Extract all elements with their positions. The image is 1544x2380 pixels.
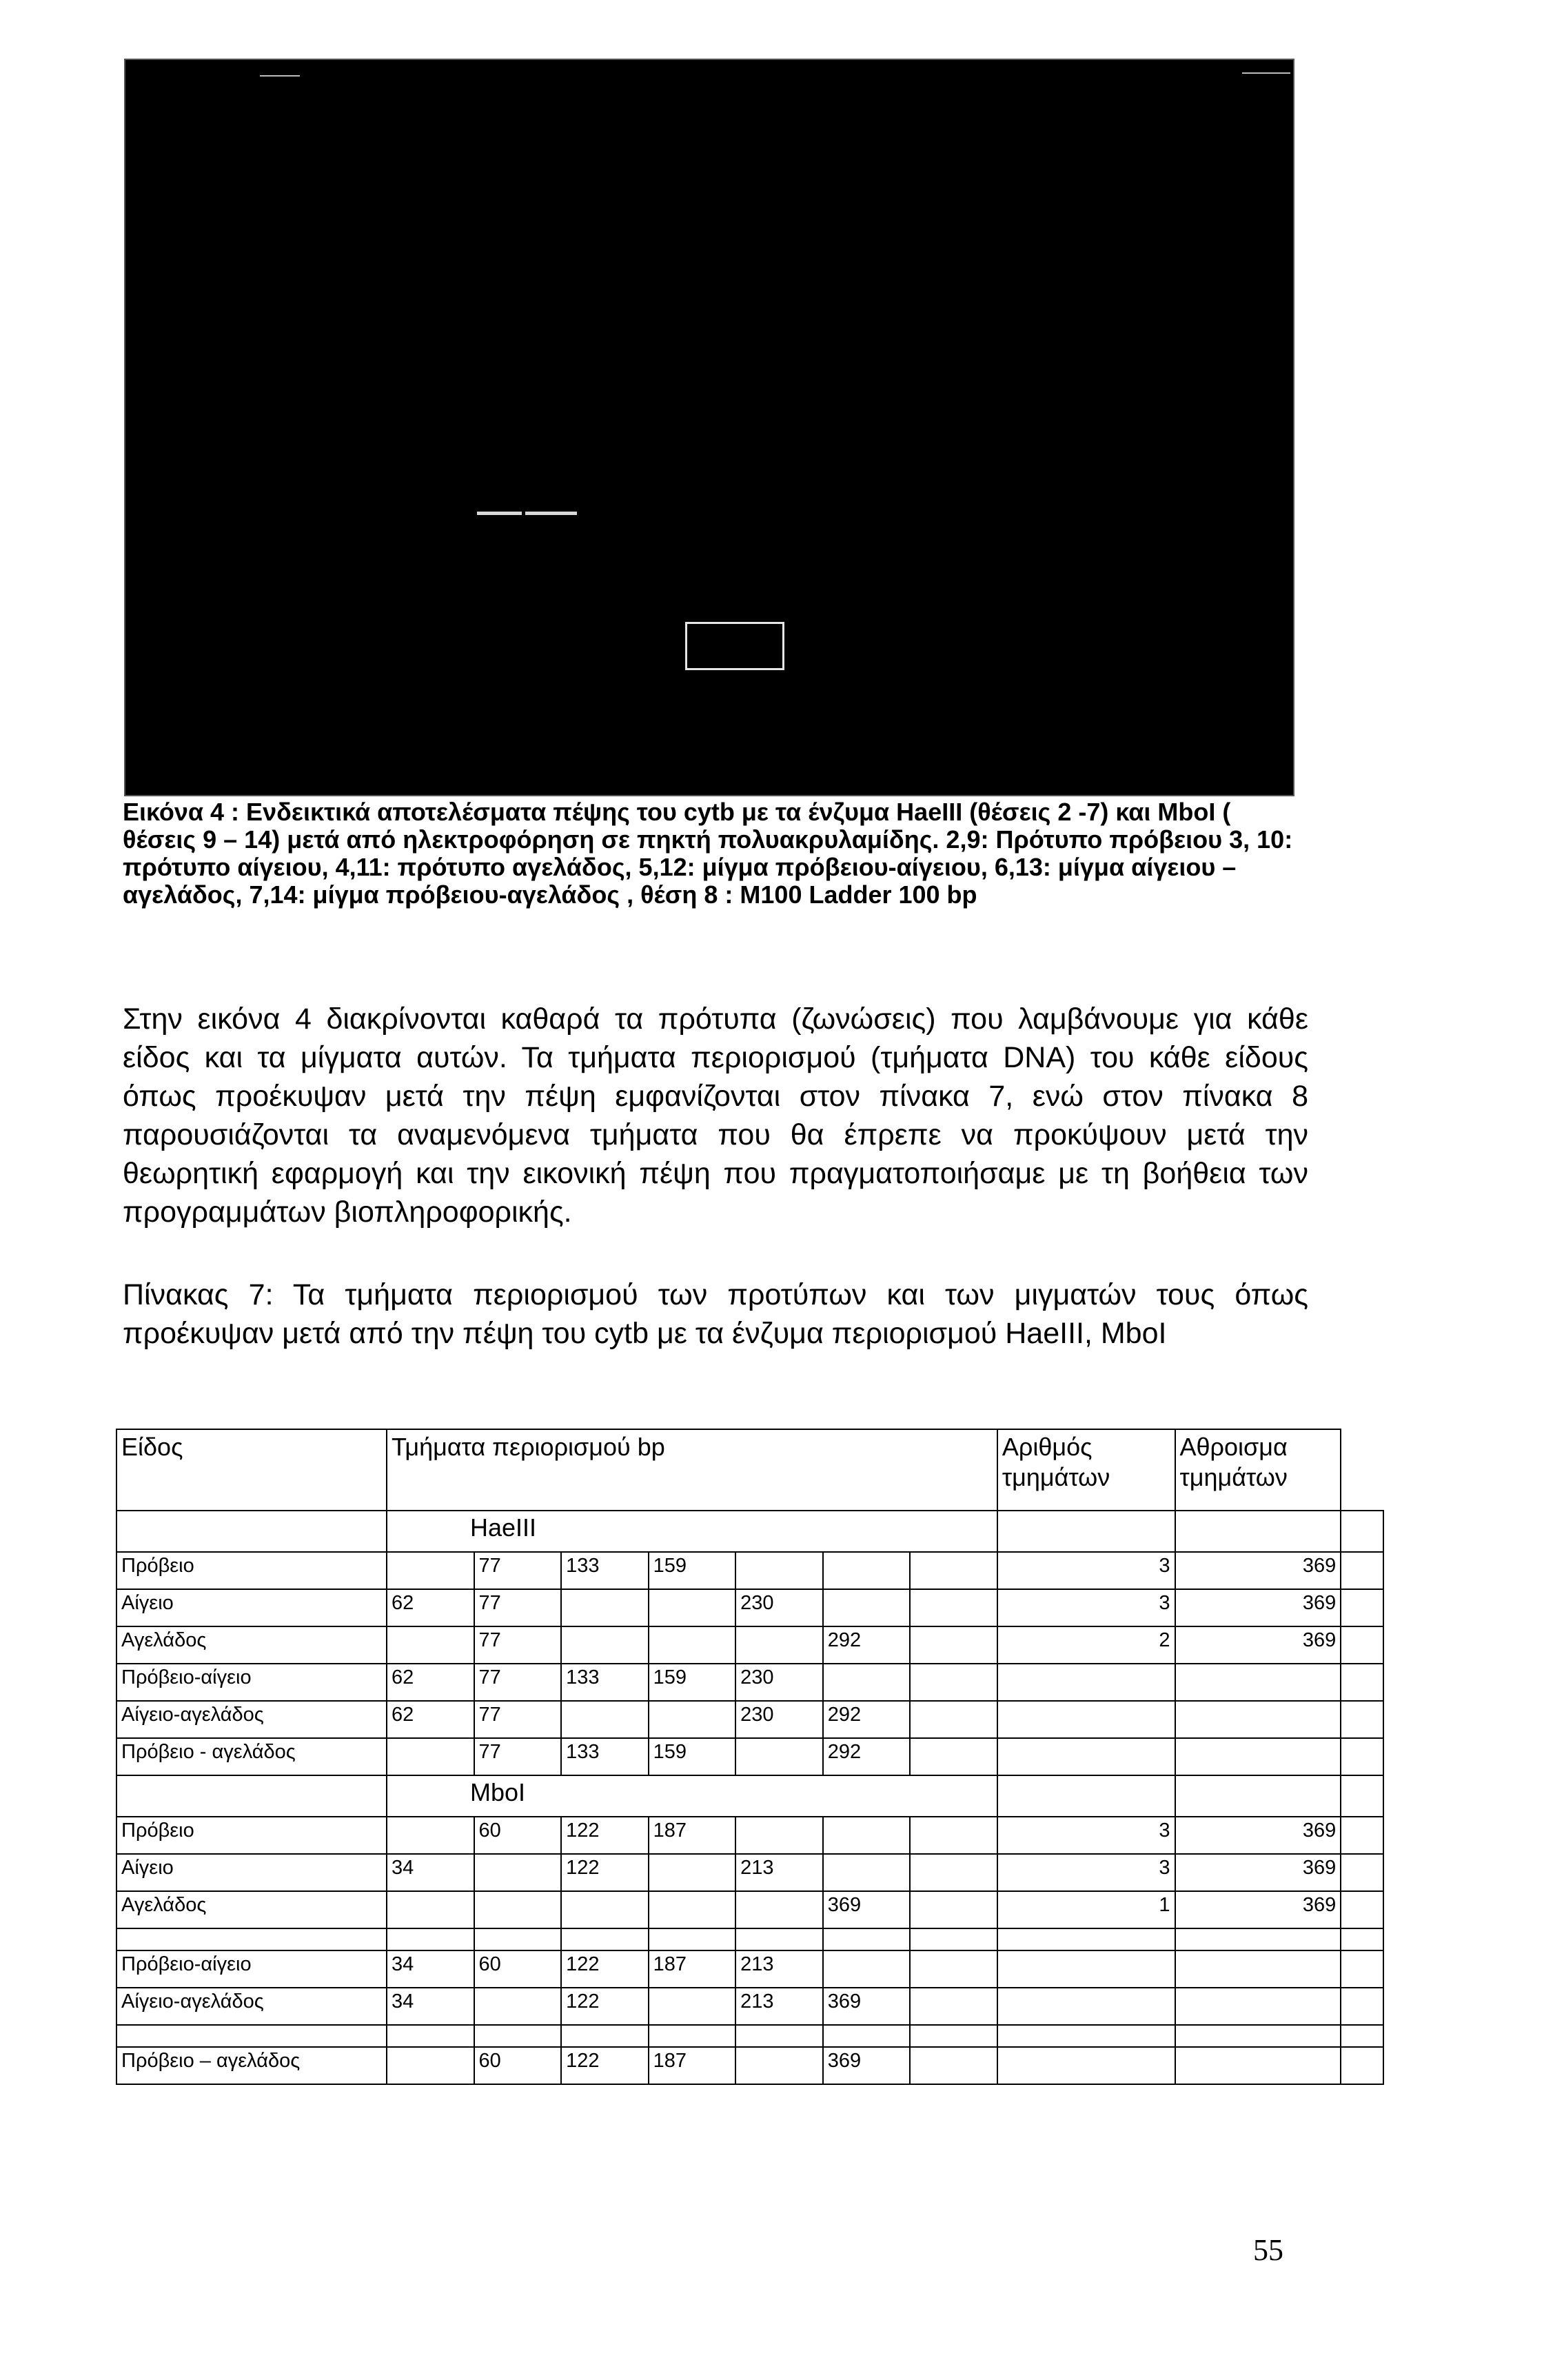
spacer-cell xyxy=(474,1928,562,1950)
fragment-cell: 133 xyxy=(561,1738,649,1775)
sum-cell: 369 xyxy=(1175,1552,1341,1589)
count-cell: 2 xyxy=(997,1626,1175,1664)
count-cell xyxy=(997,2047,1175,2084)
blank-cell xyxy=(1341,1854,1383,1891)
fragment-cell: 62 xyxy=(387,1701,474,1738)
sum-cell xyxy=(1175,2047,1341,2084)
fragment-cell xyxy=(910,1589,997,1626)
fragment-cell xyxy=(910,1626,997,1664)
fragment-cell: 122 xyxy=(561,1988,649,2025)
fragment-cell: 77 xyxy=(474,1664,562,1701)
blank-cell xyxy=(1341,1626,1383,1664)
fragment-cell xyxy=(735,1626,823,1664)
spacer-cell xyxy=(1341,1928,1383,1950)
spacer-cell xyxy=(1341,2025,1383,2047)
gel-band xyxy=(525,512,577,515)
table-row xyxy=(116,1988,1383,2025)
fragment-cell: 77 xyxy=(474,1701,562,1738)
section-blank-cell xyxy=(997,1775,1175,1817)
spacer-cell xyxy=(997,2025,1175,2047)
spacer-cell xyxy=(735,2025,823,2047)
spacer-cell xyxy=(910,2025,997,2047)
fragment-cell: 230 xyxy=(735,1589,823,1626)
fragment-cell xyxy=(910,1701,997,1738)
spacer-cell xyxy=(474,2025,562,2047)
sum-cell: 369 xyxy=(1175,1891,1341,1928)
count-cell: 3 xyxy=(997,1854,1175,1891)
fragment-cell xyxy=(910,1817,997,1854)
page-number: 55 xyxy=(1253,2233,1283,2267)
spacer-cell xyxy=(649,1928,736,1950)
fragment-cell: 369 xyxy=(823,1891,911,1928)
count-cell: 3 xyxy=(997,1552,1175,1589)
gel-electrophoresis-image xyxy=(124,59,1294,796)
table-row xyxy=(116,2047,1383,2084)
fragment-cell xyxy=(387,1626,474,1664)
fragment-cell xyxy=(735,1738,823,1775)
fragment-cell: 213 xyxy=(735,1950,823,1988)
sum-cell xyxy=(1175,1950,1341,1988)
blank-cell xyxy=(1341,1589,1383,1626)
fragment-cell: 369 xyxy=(823,1988,911,2025)
fragment-cell xyxy=(387,1817,474,1854)
species-cell: Αγελάδος xyxy=(116,1626,387,1664)
section-blank-cell xyxy=(116,1511,387,1552)
section-blank-cell xyxy=(997,1511,1175,1552)
spacer-cell xyxy=(823,1928,911,1950)
fragment-cell xyxy=(649,1701,736,1738)
count-cell xyxy=(997,1701,1175,1738)
fragment-cell: 60 xyxy=(474,1817,562,1854)
count-cell xyxy=(997,1664,1175,1701)
fragment-cell: 34 xyxy=(387,1988,474,2025)
table-row xyxy=(116,1950,1383,1988)
fragment-cell xyxy=(649,1854,736,1891)
gel-box-marker xyxy=(685,622,784,670)
fragment-cell xyxy=(649,1589,736,1626)
species-cell: Πρόβειο-αίγειο xyxy=(116,1664,387,1701)
fragment-cell: 230 xyxy=(735,1701,823,1738)
fragment-cell xyxy=(387,1552,474,1589)
fragment-cell: 159 xyxy=(649,1664,736,1701)
fragment-cell: 77 xyxy=(474,1626,562,1664)
fragment-cell xyxy=(561,1891,649,1928)
enzyme-label: HaeIII xyxy=(387,1511,997,1552)
fragment-cell xyxy=(910,1664,997,1701)
fragment-cell xyxy=(910,1891,997,1928)
figure-caption: Εικόνα 4 : Ενδεικτικά αποτελέσματα πέψης του cytb με τα ένζυμα HaeIII (θέσεις 2 -7) και MboI ( θέσεις 9 – 14) μετά από ηλεκτροφόρηση σε πηκτή πολυακρυλαμίδης. 2,9: Πρότυπο πρόβειου 3, 10: πρότυπο αίγειου, 4,11: πρότυπο αγελάδος, 5,12: μίγμα πρόβειου-αίγειου, 6,13: μίγμα αίγειου – αγελάδος, 7,14: μίγμα πρόβειου-αγελάδος , θέση 8 : M100 Ladder 100 bp xyxy=(123,798,1293,909)
fragment-cell: 292 xyxy=(823,1701,911,1738)
sum-cell xyxy=(1175,1738,1341,1775)
fragment-cell xyxy=(823,1552,911,1589)
blank-cell xyxy=(1341,1950,1383,1988)
fragment-cell xyxy=(910,1552,997,1589)
sum-cell: 369 xyxy=(1175,1854,1341,1891)
fragment-cell: 369 xyxy=(823,2047,911,2084)
spacer-cell xyxy=(649,2025,736,2047)
fragment-cell xyxy=(561,1701,649,1738)
fragment-cell: 62 xyxy=(387,1664,474,1701)
count-cell: 3 xyxy=(997,1817,1175,1854)
fragment-cell: 133 xyxy=(561,1664,649,1701)
fragment-cell xyxy=(474,1891,562,1928)
fragment-cell xyxy=(910,1988,997,2025)
spacer-row xyxy=(116,1928,1383,1950)
fragment-cell: 77 xyxy=(474,1552,562,1589)
gel-top-mark xyxy=(260,75,300,77)
fragment-cell: 292 xyxy=(823,1626,911,1664)
count-cell xyxy=(997,1738,1175,1775)
fragment-cell xyxy=(735,1817,823,1854)
spacer-cell xyxy=(387,2025,474,2047)
fragment-cell xyxy=(474,1988,562,2025)
fragment-cell xyxy=(561,1626,649,1664)
enzyme-label: MboI xyxy=(387,1775,997,1817)
count-cell xyxy=(997,1950,1175,1988)
fragment-cell xyxy=(735,2047,823,2084)
fragment-cell: 34 xyxy=(387,1854,474,1891)
fragment-cell: 213 xyxy=(735,1854,823,1891)
fragment-cell xyxy=(910,2047,997,2084)
fragment-cell: 77 xyxy=(474,1589,562,1626)
table-row xyxy=(116,1891,1383,1928)
header-fragments: Τμήματα περιορισμού bp xyxy=(387,1429,997,1511)
table-row xyxy=(116,1701,1383,1738)
spacer-cell xyxy=(561,1928,649,1950)
fragment-cell xyxy=(910,1950,997,1988)
spacer-cell xyxy=(910,1928,997,1950)
fragment-cell xyxy=(735,1552,823,1589)
fragment-cell xyxy=(823,1664,911,1701)
fragment-cell: 60 xyxy=(474,2047,562,2084)
table-row xyxy=(116,1817,1383,1854)
species-cell: Πρόβειο – αγελάδος xyxy=(116,2047,387,2084)
fragment-cell xyxy=(387,2047,474,2084)
fragment-cell xyxy=(823,1817,911,1854)
fragment-cell: 187 xyxy=(649,1950,736,1988)
count-cell: 1 xyxy=(997,1891,1175,1928)
fragment-cell: 34 xyxy=(387,1950,474,1988)
count-cell: 3 xyxy=(997,1589,1175,1626)
species-cell: Πρόβειο xyxy=(116,1817,387,1854)
species-cell: Πρόβειο xyxy=(116,1552,387,1589)
count-cell xyxy=(997,1988,1175,2025)
fragment-cell xyxy=(649,1626,736,1664)
sum-cell: 369 xyxy=(1175,1626,1341,1664)
table-row xyxy=(116,1626,1383,1664)
spacer-row xyxy=(116,2025,1383,2047)
section-blank-cell xyxy=(1175,1511,1341,1552)
fragment-cell xyxy=(649,1891,736,1928)
spacer-cell xyxy=(735,1928,823,1950)
gel-top-mark xyxy=(1242,72,1290,74)
section-blank-cell xyxy=(1341,1511,1383,1552)
section-blank-cell xyxy=(1341,1775,1383,1817)
fragment-cell xyxy=(910,1738,997,1775)
spacer-cell xyxy=(1175,1928,1341,1950)
section-blank-cell xyxy=(116,1775,387,1817)
fragment-cell xyxy=(474,1854,562,1891)
spacer-cell xyxy=(1175,2025,1341,2047)
fragment-cell xyxy=(910,1854,997,1891)
section-blank-cell xyxy=(1175,1775,1341,1817)
fragment-cell: 159 xyxy=(649,1738,736,1775)
spacer-cell xyxy=(387,1928,474,1950)
fragment-cell: 77 xyxy=(474,1738,562,1775)
blank-cell xyxy=(1341,1701,1383,1738)
blank-cell xyxy=(1341,1552,1383,1589)
table-header-row xyxy=(116,1429,1383,1511)
fragment-cell xyxy=(735,1891,823,1928)
fragment-cell xyxy=(823,1854,911,1891)
sum-cell xyxy=(1175,1664,1341,1701)
blank-cell xyxy=(1341,1738,1383,1775)
species-cell: Πρόβειο-αίγειο xyxy=(116,1950,387,1988)
blank-cell xyxy=(1341,1664,1383,1701)
fragment-cell xyxy=(561,1589,649,1626)
fragment-cell: 187 xyxy=(649,2047,736,2084)
blank-cell xyxy=(1341,1817,1383,1854)
fragment-cell: 122 xyxy=(561,1854,649,1891)
header-blank xyxy=(1341,1429,1383,1511)
fragment-cell xyxy=(823,1589,911,1626)
fragment-cell: 230 xyxy=(735,1664,823,1701)
table-row xyxy=(116,1738,1383,1775)
spacer-cell xyxy=(116,1928,387,1950)
fragment-cell: 60 xyxy=(474,1950,562,1988)
enzyme-section-row xyxy=(116,1775,1383,1817)
blank-cell xyxy=(1341,1988,1383,2025)
species-cell: Αίγειο-αγελάδος xyxy=(116,1701,387,1738)
spacer-cell xyxy=(116,2025,387,2047)
blank-cell xyxy=(1341,2047,1383,2084)
table-title: Πίνακας 7: Τα τμήματα περιορισμού των προτύπων και των μιγματών τους όπως προέκυψαν μετά από την πέψη του cytb με τα ένζυμα περιορισμού HaeIII, MboI xyxy=(123,1278,1308,1350)
body-paragraph: Στην εικόνα 4 διακρίνονται καθαρά τα πρότυπα (ζωνώσεις) που λαμβάνουμε για κάθε είδος και τα μίγματα αυτών. Τα τμήματα περιορισμού (τμήματα DNA) του κάθε είδους όπως προέκυψαν μετά την πέψη εμφανίζονται στον πίνακα 7, ενώ στον πίνακα 8 παρουσιάζονται τα αναμενόμενα τμήματα που θα έπρεπε να προκύψουν μετά την θεωρητική εφαρμογή και την εικονική πέψη που πραγματοποιήσαμε με τη βοήθεια των προγραμμάτων βιοπληροφορικής. xyxy=(123,1002,1308,1229)
fragment-cell: 133 xyxy=(561,1552,649,1589)
species-cell: Αίγειο xyxy=(116,1854,387,1891)
fragment-cell: 122 xyxy=(561,2047,649,2084)
fragment-cell xyxy=(387,1891,474,1928)
fragment-cell: 122 xyxy=(561,1950,649,1988)
species-cell: Αίγειο xyxy=(116,1589,387,1626)
fragment-cell: 187 xyxy=(649,1817,736,1854)
blank-cell xyxy=(1341,1891,1383,1928)
species-cell: Πρόβειο - αγελάδος xyxy=(116,1738,387,1775)
sum-cell xyxy=(1175,1701,1341,1738)
fragment-cell: 122 xyxy=(561,1817,649,1854)
species-cell: Αγελάδος xyxy=(116,1891,387,1928)
spacer-cell xyxy=(997,1928,1175,1950)
enzyme-section-row xyxy=(116,1511,1383,1552)
header-species: Είδος xyxy=(116,1429,387,1511)
header-count: Αριθμός τμημάτων xyxy=(997,1429,1175,1511)
sum-cell: 369 xyxy=(1175,1589,1341,1626)
fragment-cell: 213 xyxy=(735,1988,823,2025)
species-cell: Αίγειο-αγελάδος xyxy=(116,1988,387,2025)
table-row xyxy=(116,1552,1383,1589)
fragment-cell xyxy=(649,1988,736,2025)
fragment-cell: 292 xyxy=(823,1738,911,1775)
table-row xyxy=(116,1854,1383,1891)
fragment-cell: 62 xyxy=(387,1589,474,1626)
sum-cell xyxy=(1175,1988,1341,2025)
gel-band xyxy=(477,512,522,515)
sum-cell: 369 xyxy=(1175,1817,1341,1854)
spacer-cell xyxy=(823,2025,911,2047)
table-row xyxy=(116,1664,1383,1701)
header-sum: Αθροισμα τμημάτων xyxy=(1175,1429,1341,1511)
fragment-cell xyxy=(387,1738,474,1775)
spacer-cell xyxy=(561,2025,649,2047)
fragment-cell: 159 xyxy=(649,1552,736,1589)
restriction-fragments-table xyxy=(116,1429,1384,2085)
fragment-cell xyxy=(823,1950,911,1988)
table-row xyxy=(116,1589,1383,1626)
